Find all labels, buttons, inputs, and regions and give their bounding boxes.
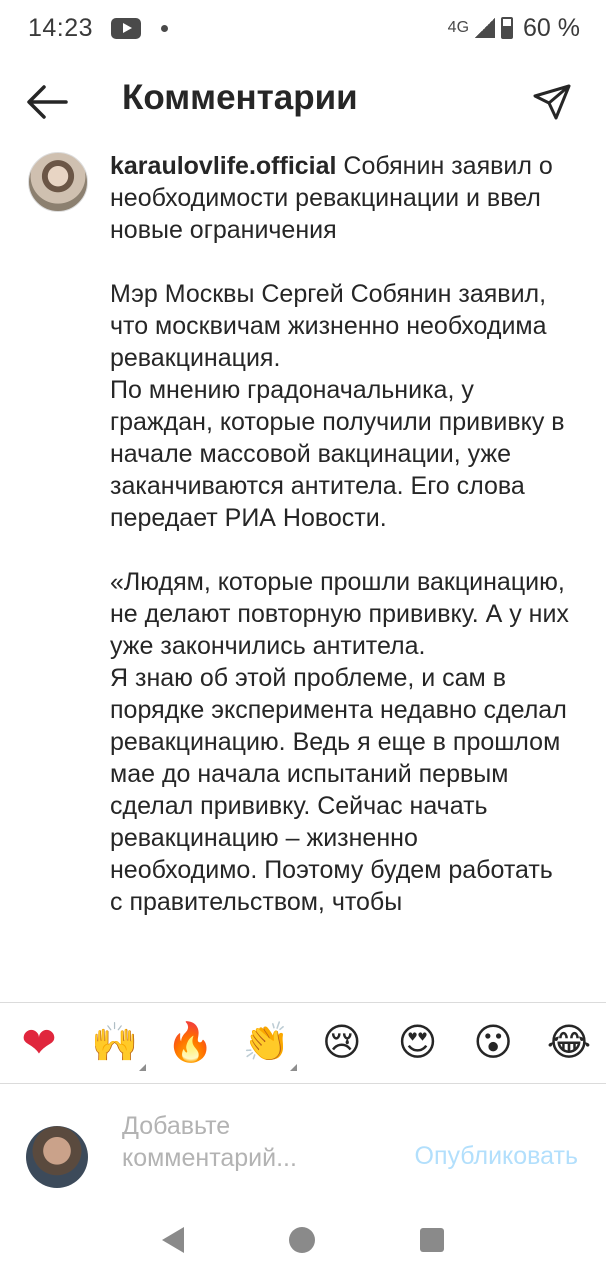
emoji-tears-of-joy-button[interactable]: 😂	[546, 1022, 592, 1064]
comment-input-row	[0, 1100, 606, 1200]
comment-text	[110, 150, 570, 918]
skin-tone-corner-icon	[290, 1064, 297, 1071]
author-avatar[interactable]	[28, 152, 88, 212]
battery-level: 60 %	[523, 13, 580, 42]
system-nav-bar	[0, 1200, 606, 1280]
status-right	[448, 14, 580, 43]
emoji-clapping-hands-button[interactable]: 👏	[241, 1021, 291, 1065]
emoji-quick-reactions	[0, 1002, 606, 1084]
emoji-heart-button[interactable]: ❤	[21, 1019, 57, 1066]
emoji-open-mouth-button[interactable]: 😮	[473, 1022, 514, 1064]
comment-body: Собянин заявил о необходимости ревакцинации и ввел новые ограничения Мэр Москвы Сергей Собянин заявил, что москвичам жизненно необходима ревакцинация. По мнению градоначальника, у граждан, которые получили прививку в начале массовой вакцинации, уже заканчиваются антитела. Его слова передает РИА Новости. «Людям, которые прошли вакцинацию, не делают повторную прививку. А у них уже закончились антитела. Я знаю об этой проблеме, и сам в порядке эксперимента недавно сделал ревакцинацию. Ведь я еще в прошлом мае до начала испытаний первым сделал прививку. Сейчас начать ревакцинацию – жизненно необходимо. Поэтому будем работать с правительством, чтобы	[110, 152, 569, 916]
comment-caption	[0, 150, 606, 1002]
nav-home-icon[interactable]	[289, 1227, 315, 1253]
comment-username[interactable]: karaulovlife.official	[110, 152, 337, 180]
emoji-heart-eyes-button[interactable]: 😍	[397, 1022, 438, 1064]
back-arrow-icon[interactable]	[26, 84, 68, 120]
user-avatar	[26, 1126, 88, 1188]
publish-button[interactable]: Опубликовать	[414, 1142, 578, 1170]
skin-tone-corner-icon	[139, 1064, 146, 1071]
nav-back-icon[interactable]	[162, 1227, 184, 1253]
direct-send-icon[interactable]	[532, 82, 572, 122]
emoji-crying-face-button[interactable]: 😢	[322, 1022, 362, 1064]
notification-dot-icon	[161, 25, 168, 32]
page-title: Комментарии	[122, 78, 358, 117]
signal-icon	[475, 18, 495, 38]
emoji-fire-button[interactable]: 🔥	[166, 1022, 215, 1064]
battery-icon	[501, 17, 513, 39]
emoji-raising-hands-button[interactable]: 🙌	[90, 1021, 140, 1065]
header	[0, 70, 606, 134]
nav-recents-icon[interactable]	[420, 1228, 444, 1252]
network-type: 4G	[447, 19, 470, 36]
status-time: 14:23	[28, 13, 94, 42]
status-bar	[0, 0, 606, 56]
comment-input[interactable]	[122, 1110, 352, 1180]
youtube-notification-icon	[111, 18, 141, 39]
